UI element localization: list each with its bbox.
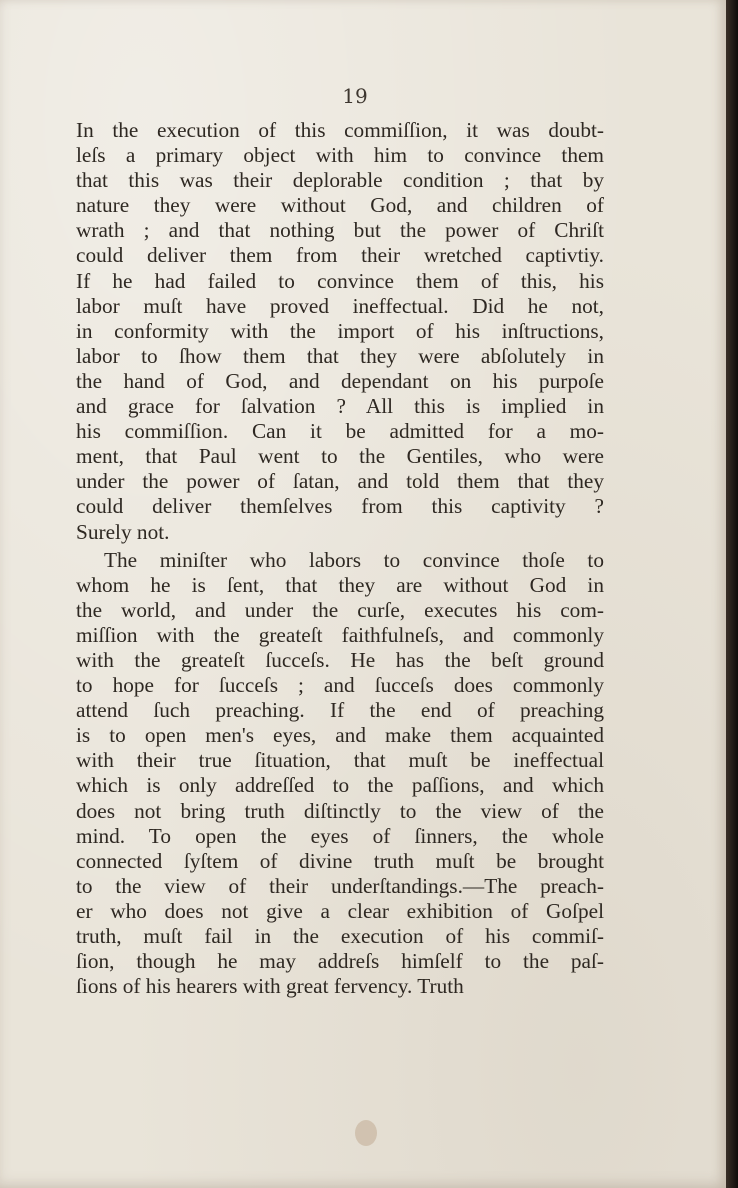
text-line: labor muſt have proved ineffectual. Did he not, [76,293,604,318]
page-edge-shadow [726,0,738,1188]
text-line: is to open men's eyes, and make them acquainted [76,723,604,748]
text-line: miſſion with the greateſt faithfulneſs, and commonly [76,622,604,647]
text-line: In the execution of this commiſſion, it was doubt- [76,118,604,142]
text-line: attend ſuch preaching. If the end of preaching [76,698,604,723]
page-number: 19 [342,84,368,108]
text-line: the hand of God, and dependant on his purpoſe [76,368,604,393]
text-line: ſion, though he may addreſs himſelf to the paſ- [76,949,604,974]
text-line: If he had failed to convince them of this, his [76,268,604,293]
text-line: nature they were without God, and children of [76,193,604,218]
text-line: the world, and under the curſe, executes his com- [76,597,604,622]
text-line: under the power of ſatan, and told them that they [76,469,604,494]
text-line: to hope for ſucceſs ; and ſucceſs does commonly [76,673,604,698]
text-line: could deliver themſelves from this captivity ? [76,494,604,519]
text-line: ment, that Paul went to the Gentiles, who were [76,444,604,469]
text-line: truth, muſt fail in the execution of his commiſ- [76,924,604,948]
text-line: leſs a primary object with him to convince them [76,143,604,168]
text-line: The miniſter who labors to convince thoſe to [104,547,604,572]
text-line: mind. To open the eyes of ſinners, the whole [76,823,604,848]
text-line: in conformity with the import of his inſtructions, [76,318,604,343]
text-line: does not bring truth diſtinctly to the view of the [76,798,604,823]
text-line: his commiſſion. Can it be admitted for a mo- [76,419,604,444]
text-line: could deliver them from their wretched captivtiy. [76,243,604,268]
text-line: ſions of his hearers with great fervency. Truth [76,974,464,999]
text-line: with the greateſt ſucceſs. He has the beſt ground [76,647,604,672]
text-line: which is only addreſſed to the paſſions, and which [76,773,604,798]
paragraph [76,548,604,1000]
text-line: to the view of their underſtandings.—The preach- [76,873,604,898]
text-line: with their true ſituation, that muſt be ineffectual [76,748,604,773]
text-line: labor to ſhow them that they were abſolutely in [76,343,604,368]
text-line: er who does not give a clear exhibition of Goſpel [76,898,604,923]
text-line: whom he is ſent, that they are without God in [76,572,604,597]
paper-stain [355,1120,377,1146]
text-line: wrath ; and that nothing but the power of Chriſt [76,218,604,243]
text-line: Surely not. [76,519,170,544]
paragraph [76,118,604,545]
body-text [76,118,604,999]
text-line: and grace for ſalvation ? All this is implied in [76,394,604,419]
text-line: connected ſyſtem of divine truth muſt be brought [76,848,604,873]
text-line: that this was their deplorable condition ; that by [76,168,604,193]
